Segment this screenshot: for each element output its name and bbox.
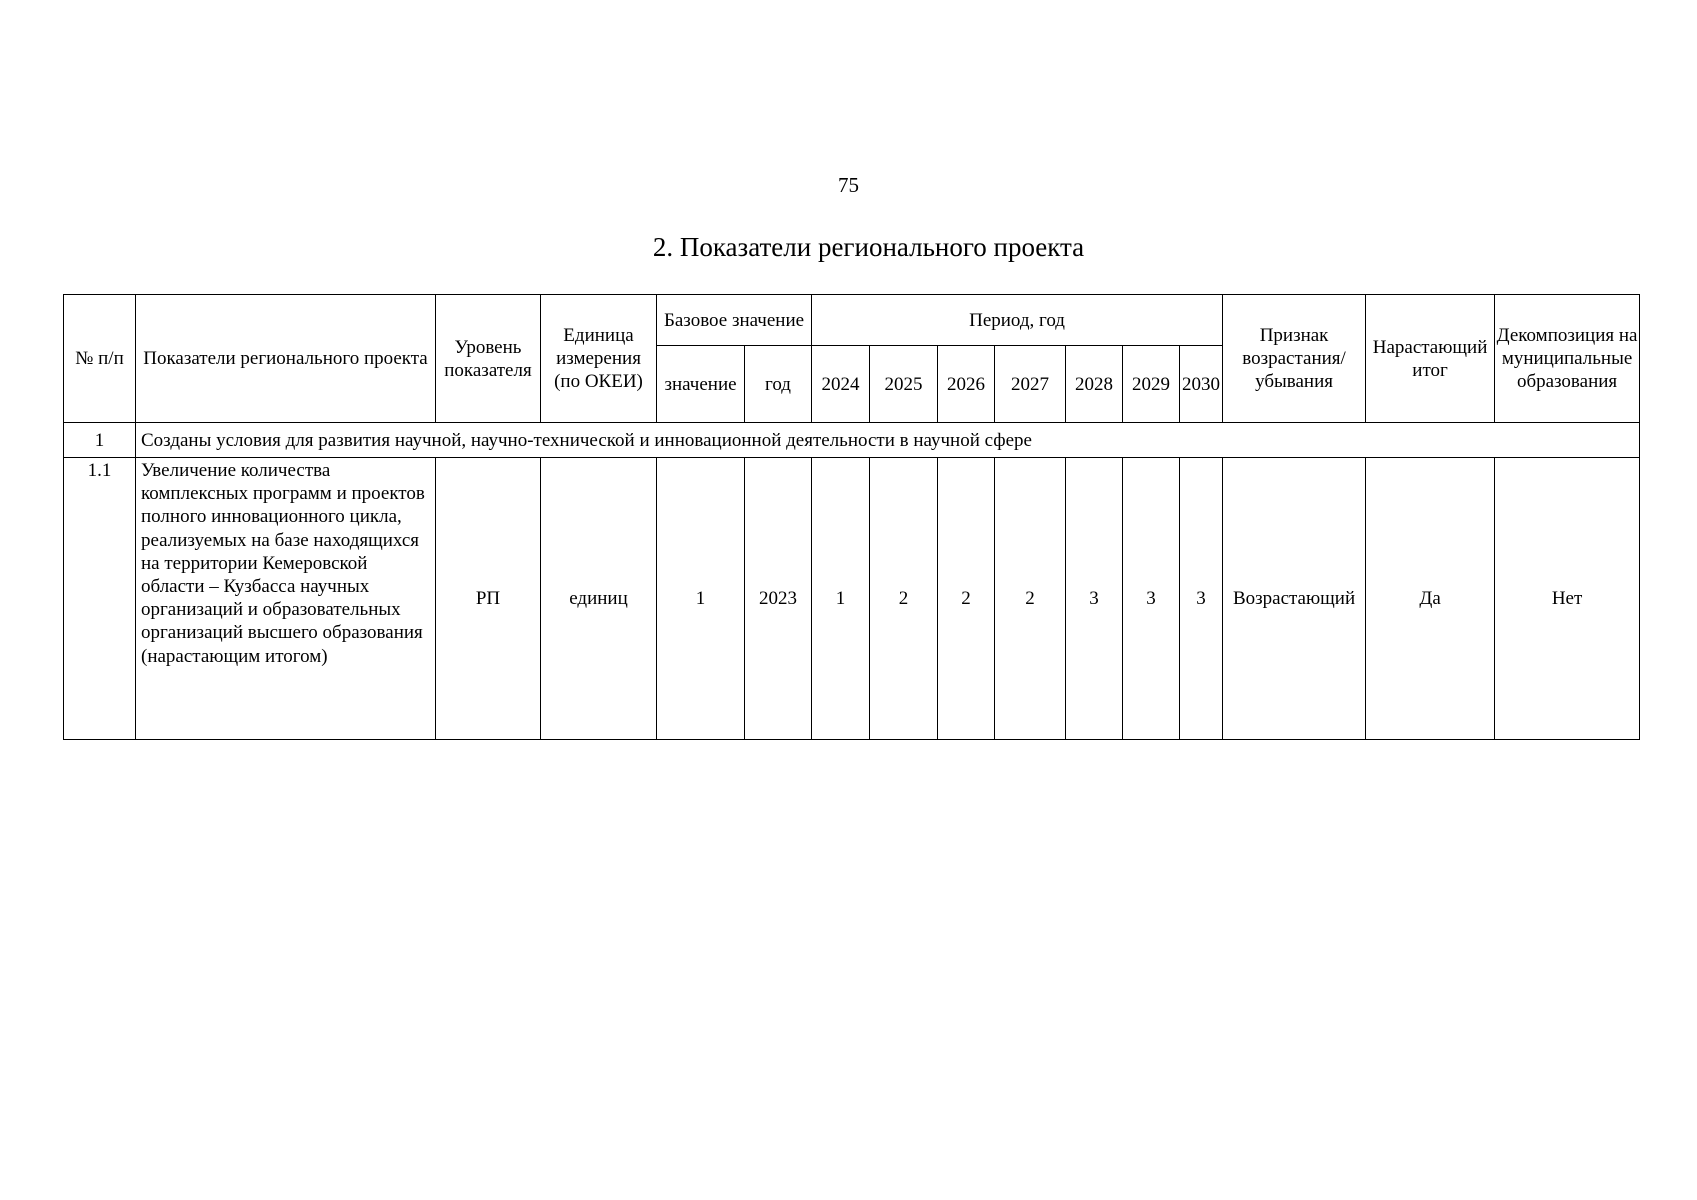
row-indicator-name: Увеличение количества комплексных программ и проектов полного инновационного цикла, реализуемых на базе находящихся на территории Кемеровской области – Кузбасса научных организаций и образовательных организаций высшего образования (нарастающим итогом): [136, 458, 436, 740]
header-year-2029: 2029: [1123, 346, 1180, 423]
page-number: 75: [838, 173, 859, 197]
header-num: № п/п: [64, 295, 136, 423]
header-base-value-value: значение: [657, 346, 745, 423]
header-year-2026: 2026: [938, 346, 995, 423]
row-value-2024: 1: [812, 458, 870, 740]
row-unit: единиц: [541, 458, 657, 740]
row-value-2027: 2: [995, 458, 1066, 740]
header-year-2030: 2030: [1180, 346, 1223, 423]
section-title: 2. Показатели регионального проекта: [652, 232, 1085, 262]
header-decomposition: Декомпозиция на муниципальные образования: [1495, 295, 1640, 423]
header-period: Период, год: [812, 295, 1223, 346]
header-year-2024: 2024: [812, 346, 870, 423]
header-base-value: Базовое значение: [657, 295, 812, 346]
header-indicator: Показатели регионального проекта: [136, 295, 436, 423]
header-cumulative: Нарастающий итог: [1366, 295, 1495, 423]
row-value-2028: 3: [1066, 458, 1123, 740]
row-decomposition: Нет: [1495, 458, 1640, 740]
header-unit: Единица измерения (по ОКЕИ): [541, 295, 657, 423]
header-year-2025: 2025: [870, 346, 938, 423]
goal-text: Созданы условия для развития научной, научно-технической и инновационной деятельности в научной сфере: [136, 423, 1640, 458]
indicators-table: [63, 294, 1640, 740]
row-base-value: 1: [657, 458, 745, 740]
row-cumulative: Да: [1366, 458, 1495, 740]
header-base-value-year: год: [745, 346, 812, 423]
row-num: 1.1: [64, 458, 136, 740]
header-year-2028: 2028: [1066, 346, 1123, 423]
row-value-2029: 3: [1123, 458, 1180, 740]
row-value-2026: 2: [938, 458, 995, 740]
header-level: Уровень показателя: [436, 295, 541, 423]
goal-num: 1: [64, 423, 136, 458]
row-value-2030: 3: [1180, 458, 1223, 740]
header-row-top: [64, 295, 1640, 346]
header-trend: Признак возрастания/ убывания: [1223, 295, 1366, 423]
row-level: РП: [436, 458, 541, 740]
row-base-year: 2023: [745, 458, 812, 740]
row-trend: Возрастающий: [1223, 458, 1366, 740]
goal-row: [64, 423, 1640, 458]
row-value-2025: 2: [870, 458, 938, 740]
table-row: [64, 458, 1640, 740]
header-year-2027: 2027: [995, 346, 1066, 423]
